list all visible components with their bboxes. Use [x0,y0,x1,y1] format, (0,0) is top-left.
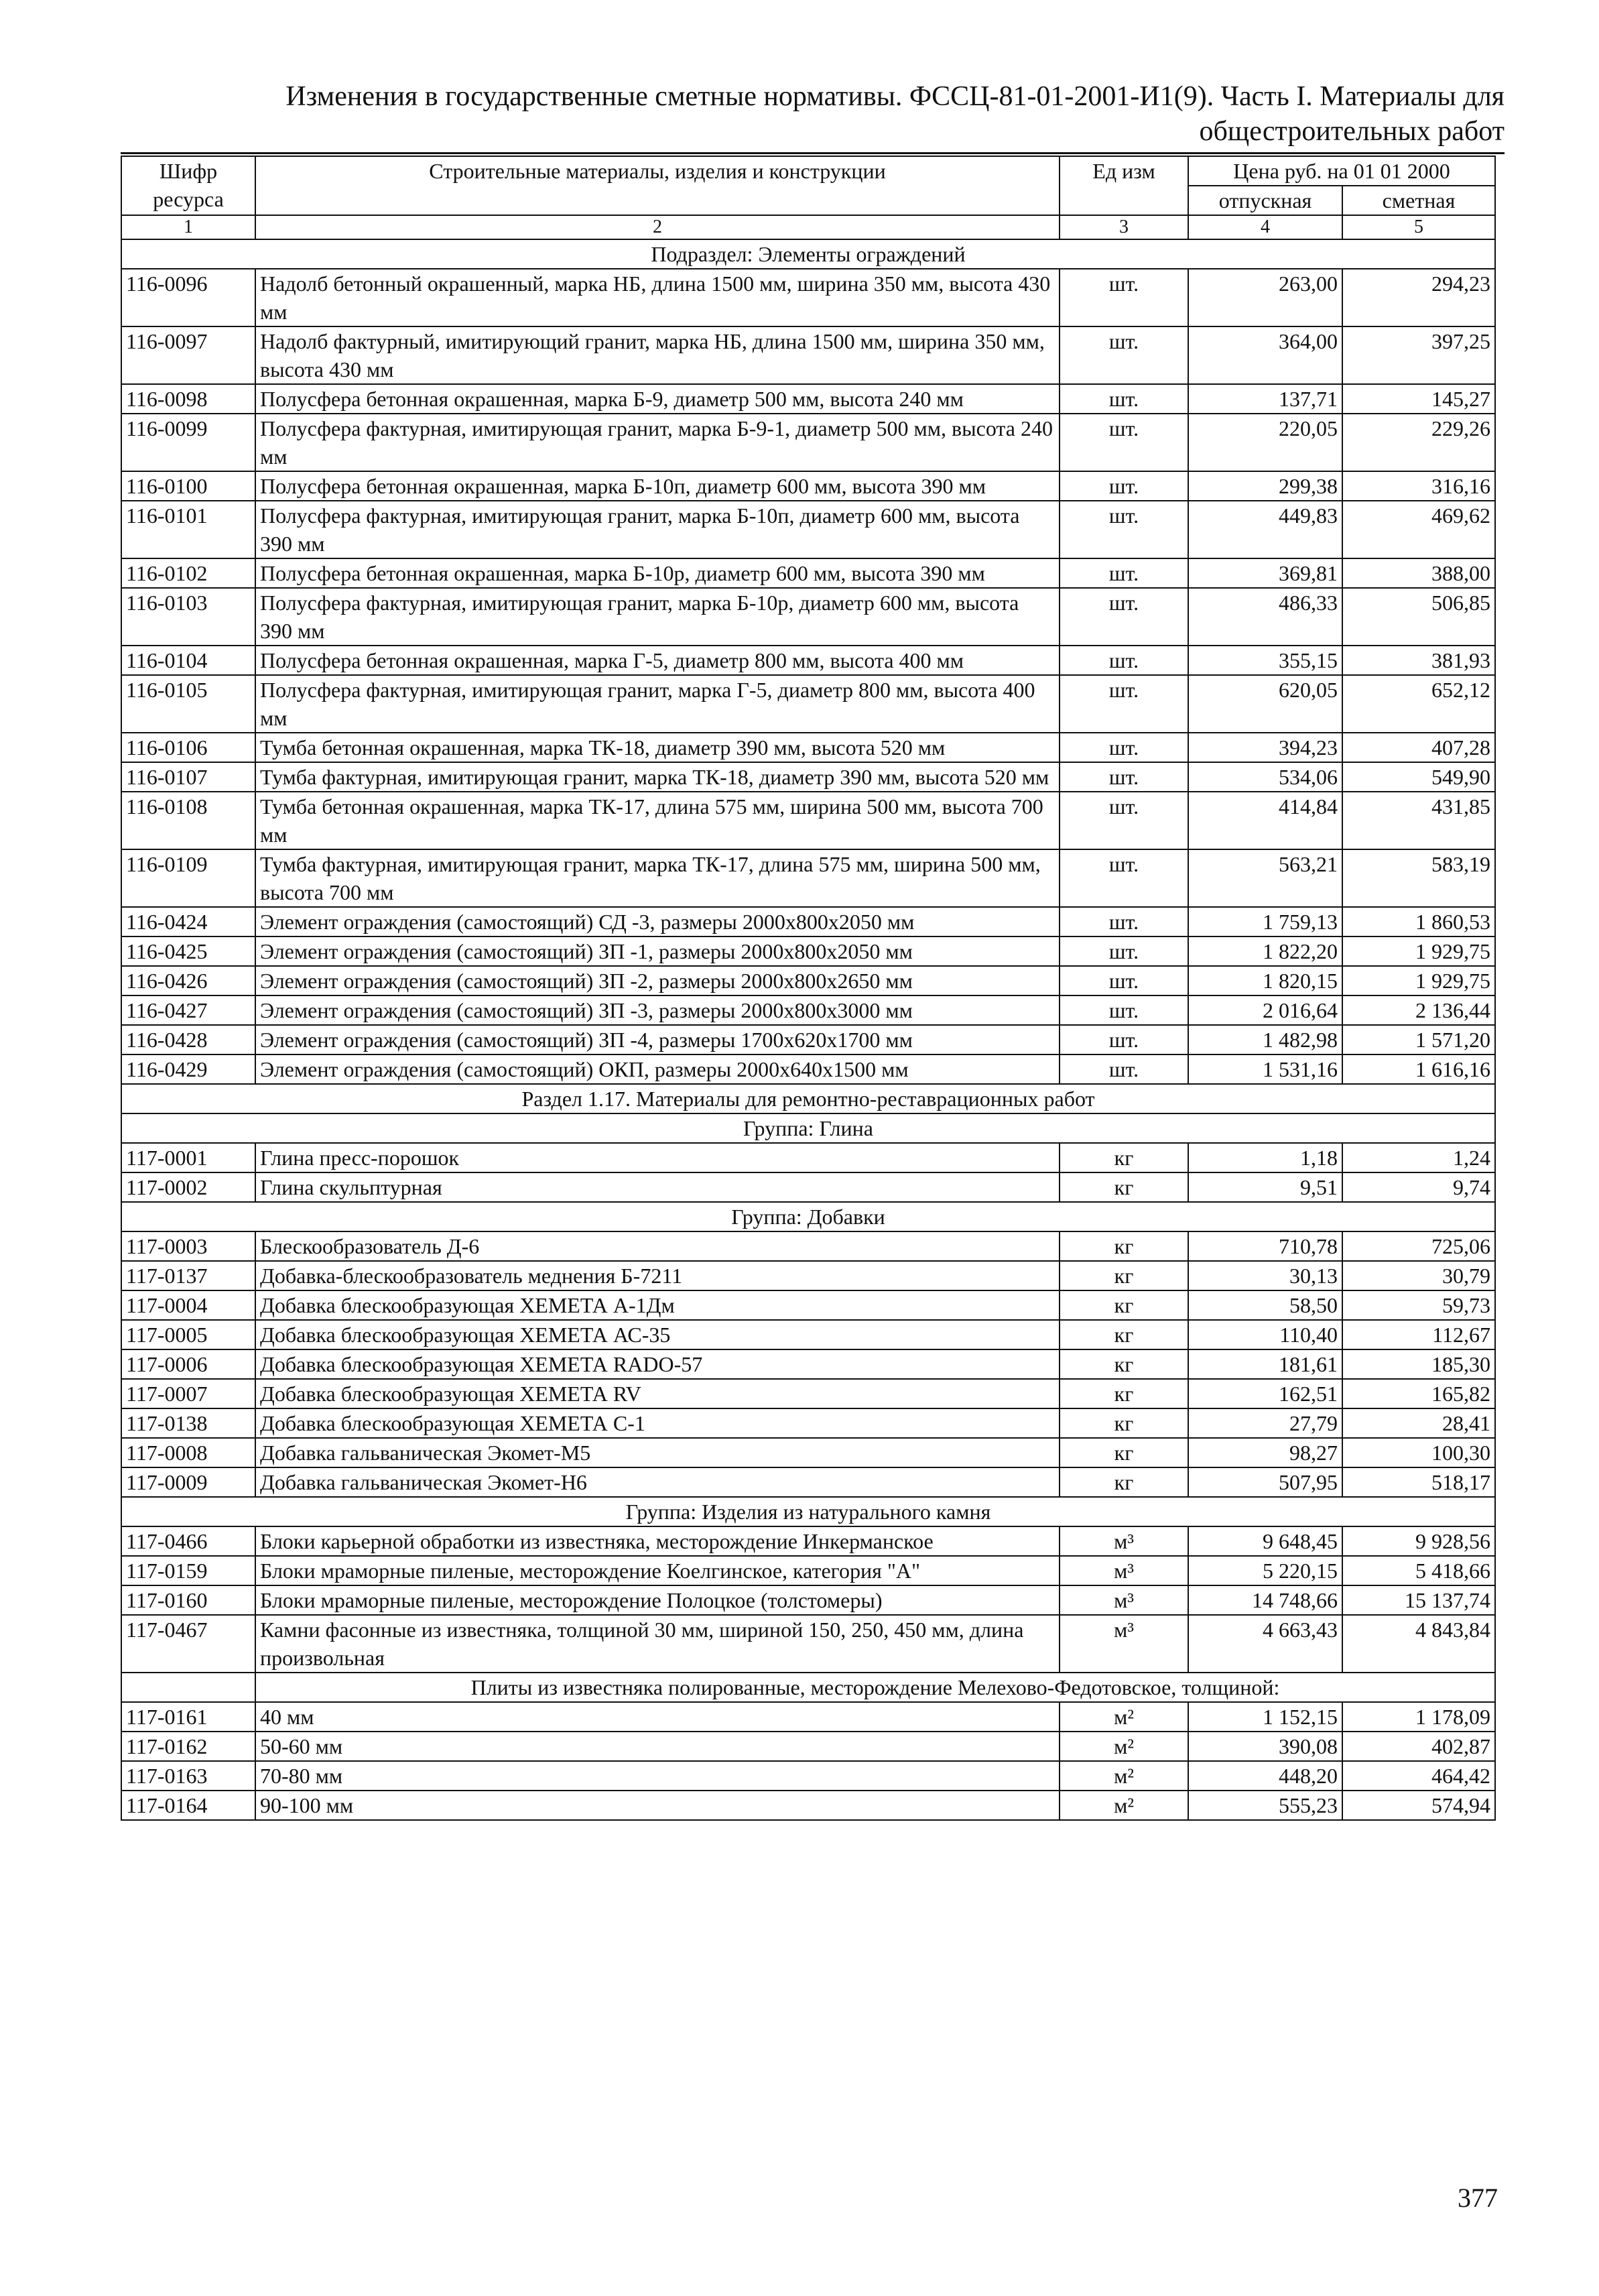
estimate-price-cell: 1 860,53 [1342,907,1495,936]
material-name-cell: Тумба фактурная, имитирующая гранит, марка ТК-18, диаметр 390 мм, высота 520 мм [255,762,1060,792]
unit-cell: кг [1060,1231,1188,1261]
table-row [121,1467,1495,1497]
column-numbers-row [121,215,1495,239]
wholesale-price-cell: 534,06 [1188,762,1342,792]
material-name-cell: Добавка блескообразующая ХЕМЕТА RV [255,1379,1060,1408]
unit-cell: шт. [1060,501,1188,558]
estimate-price-cell: 652,12 [1342,675,1495,733]
material-name-cell: Добавка блескообразующая ХЕМЕТА С-1 [255,1408,1060,1438]
estimate-price-cell: 2 136,44 [1342,995,1495,1025]
resource-code-cell: 117-0008 [121,1438,255,1467]
unit-cell: кг [1060,1379,1188,1408]
estimate-price-cell: 1 929,75 [1342,966,1495,995]
wholesale-price-cell: 14 748,66 [1188,1585,1342,1615]
material-name-cell: 90-100 мм [255,1791,1060,1820]
resource-code-cell: 116-0427 [121,995,255,1025]
resource-code-cell: 116-0428 [121,1025,255,1054]
wholesale-price-cell: 162,51 [1188,1379,1342,1408]
unit-cell: шт. [1060,849,1188,907]
estimate-price-cell: 583,19 [1342,849,1495,907]
material-name-cell: Тумба бетонная окрашенная, марка ТК-18, диаметр 390 мм, высота 520 мм [255,733,1060,762]
wholesale-price-cell: 9,51 [1188,1172,1342,1202]
unit-cell: м³ [1060,1615,1188,1673]
wholesale-price-cell: 448,20 [1188,1761,1342,1791]
material-name-cell: 40 мм [255,1702,1060,1732]
estimate-price-cell: 388,00 [1342,558,1495,588]
col-price-header: Цена руб. на 01 01 2000 [1188,156,1495,186]
estimate-price-cell: 59,73 [1342,1290,1495,1320]
resource-code-cell: 117-0162 [121,1732,255,1761]
col-number: 1 [121,215,255,239]
resource-code-cell: 117-0137 [121,1261,255,1290]
unit-cell: шт. [1060,269,1188,326]
estimate-price-cell: 506,85 [1342,588,1495,646]
estimate-price-cell: 4 843,84 [1342,1615,1495,1673]
resource-code-cell: 116-0108 [121,792,255,849]
estimate-price-cell: 5 418,66 [1342,1556,1495,1585]
wholesale-price-cell: 2 016,64 [1188,995,1342,1025]
unit-cell: кг [1060,1408,1188,1438]
resource-code-cell: 116-0424 [121,907,255,936]
table-row [121,1320,1495,1349]
table-row [121,762,1495,792]
estimate-price-cell: 316,16 [1342,471,1495,501]
unit-cell: кг [1060,1143,1188,1172]
table-row [121,471,1495,501]
table-row [121,1349,1495,1379]
resource-code-cell: 117-0009 [121,1467,255,1497]
section-row [121,1084,1495,1113]
material-name-cell: Элемент ограждения (самостоящий) ЗП -1, размеры 2000х800х2050 мм [255,936,1060,966]
wholesale-price-cell: 27,79 [1188,1408,1342,1438]
material-name-cell: Блоки мраморные пиленые, месторождение Полоцкое (толстомеры) [255,1585,1060,1615]
unit-cell: м³ [1060,1585,1188,1615]
subsection-title: Подраздел: Элементы ограждений [121,239,1495,269]
material-name-cell: Тумба фактурная, имитирующая гранит, марка ТК-17, длина 575 мм, ширина 500 мм, высота 700 мм [255,849,1060,907]
unit-cell: шт. [1060,646,1188,675]
table-row [121,1732,1495,1761]
unit-cell: шт. [1060,414,1188,471]
col-wholesale-header: отпускная [1188,186,1342,215]
resource-code-cell: 117-0160 [121,1585,255,1615]
material-name-cell: Элемент ограждения (самостоящий) ЗП -3, размеры 2000х800х3000 мм [255,995,1060,1025]
unit-cell: шт. [1060,326,1188,384]
material-name-cell: Полусфера фактурная, имитирующая гранит, марка Б-9-1, диаметр 500 мм, высота 240 мм [255,414,1060,471]
material-name-cell: Блескообразователь Д-6 [255,1231,1060,1261]
wholesale-price-cell: 9 648,45 [1188,1526,1342,1556]
unit-cell: шт. [1060,675,1188,733]
wholesale-price-cell: 1 531,16 [1188,1054,1342,1084]
table-row [121,646,1495,675]
wholesale-price-cell: 414,84 [1188,792,1342,849]
material-name-cell: Добавка гальваническая Экомет-М5 [255,1438,1060,1467]
estimate-price-cell: 381,93 [1342,646,1495,675]
unit-cell: м² [1060,1791,1188,1820]
unit-cell: м³ [1060,1556,1188,1585]
table-row [121,966,1495,995]
wholesale-price-cell: 369,81 [1188,558,1342,588]
material-name-cell: Полусфера бетонная окрашенная, марка Б-10р, диаметр 600 мм, высота 390 мм [255,558,1060,588]
table-row [121,1379,1495,1408]
resource-code-cell: 116-0106 [121,733,255,762]
table-row [121,1438,1495,1467]
material-name-cell: 70-80 мм [255,1761,1060,1791]
material-name-cell: Глина пресс-порошок [255,1143,1060,1172]
table-row [121,588,1495,646]
empty-cell [121,1673,255,1702]
wholesale-price-cell: 507,95 [1188,1467,1342,1497]
material-name-cell: Элемент ограждения (самостоящий) ОКП, размеры 2000х640х1500 мм [255,1054,1060,1084]
estimate-price-cell: 9,74 [1342,1172,1495,1202]
wholesale-price-cell: 1 152,15 [1188,1702,1342,1732]
resource-code-cell: 117-0466 [121,1526,255,1556]
wholesale-price-cell: 98,27 [1188,1438,1342,1467]
resource-code-cell: 116-0102 [121,558,255,588]
group-title-stone: Группа: Изделия из натурального камня [121,1497,1495,1526]
wholesale-price-cell: 355,15 [1188,646,1342,675]
wholesale-price-cell: 1 820,15 [1188,966,1342,995]
table-row [121,1054,1495,1084]
group-title-clay: Группа: Глина [121,1113,1495,1143]
wholesale-price-cell: 620,05 [1188,675,1342,733]
group-title-additives: Группа: Добавки [121,1202,1495,1231]
material-name-cell: 50-60 мм [255,1732,1060,1761]
resource-code-cell: 117-0161 [121,1702,255,1732]
table-row [121,558,1495,588]
col-estimate-header: сметная [1342,186,1495,215]
table-row [121,1556,1495,1585]
unit-cell: шт. [1060,966,1188,995]
material-name-cell: Тумба бетонная окрашенная, марка ТК-17, длина 575 мм, ширина 500 мм, высота 700 мм [255,792,1060,849]
material-name-cell: Полусфера фактурная, имитирующая гранит, марка Б-10п, диаметр 600 мм, высота 390 мм [255,501,1060,558]
material-name-cell: Полусфера бетонная окрашенная, марка Б-10п, диаметр 600 мм, высота 390 мм [255,471,1060,501]
estimate-price-cell: 397,25 [1342,326,1495,384]
header-rule [121,152,1505,154]
unit-cell: шт. [1060,733,1188,762]
unit-cell: шт. [1060,1054,1188,1084]
unit-cell: кг [1060,1467,1188,1497]
slabs-label-row [121,1673,1495,1702]
resource-code-cell: 117-0159 [121,1556,255,1585]
table-row [121,269,1495,326]
material-name-cell: Элемент ограждения (самостоящий) ЗП -4, размеры 1700х620х1700 мм [255,1025,1060,1054]
resource-code-cell: 117-0005 [121,1320,255,1349]
wholesale-price-cell: 181,61 [1188,1349,1342,1379]
estimate-price-cell: 100,30 [1342,1438,1495,1467]
subsection-row [121,239,1495,269]
estimate-price-cell: 1 571,20 [1342,1025,1495,1054]
col-number: 5 [1342,215,1495,239]
unit-cell: кг [1060,1172,1188,1202]
page-number: 377 [1458,2183,1498,2213]
resource-code-cell: 116-0096 [121,269,255,326]
unit-cell: м³ [1060,1526,1188,1556]
estimate-price-cell: 464,42 [1342,1761,1495,1791]
unit-cell: м² [1060,1702,1188,1732]
estimate-price-cell: 469,62 [1342,501,1495,558]
group-row [121,1113,1495,1143]
resource-code-cell: 116-0099 [121,414,255,471]
resource-code-cell: 116-0429 [121,1054,255,1084]
unit-cell: шт. [1060,471,1188,501]
material-name-cell: Полусфера фактурная, имитирующая гранит, марка Г-5, диаметр 800 мм, высота 400 мм [255,675,1060,733]
unit-cell: шт. [1060,995,1188,1025]
unit-cell: кг [1060,1320,1188,1349]
wholesale-price-cell: 364,00 [1188,326,1342,384]
unit-cell: кг [1060,1261,1188,1290]
table-row [121,936,1495,966]
wholesale-price-cell: 390,08 [1188,1732,1342,1761]
table-row [121,1526,1495,1556]
wholesale-price-cell: 394,23 [1188,733,1342,762]
wholesale-price-cell: 30,13 [1188,1261,1342,1290]
material-name-cell: Надолб фактурный, имитирующий гранит, марка НБ, длина 1500 мм, ширина 350 мм, высота 430 мм [255,326,1060,384]
section-title: Раздел 1.17. Материалы для ремонтно-реставрационных работ [121,1084,1495,1113]
unit-cell: шт. [1060,384,1188,414]
resource-code-cell: 117-0006 [121,1349,255,1379]
page-header [121,79,1505,149]
table-row [121,1290,1495,1320]
wholesale-price-cell: 449,83 [1188,501,1342,558]
resource-code-cell: 117-0004 [121,1290,255,1320]
estimate-price-cell: 165,82 [1342,1379,1495,1408]
resource-code-cell: 117-0138 [121,1408,255,1438]
table-row [121,1231,1495,1261]
material-name-cell: Добавка блескообразующая ХЕМЕТА А-1Дм [255,1290,1060,1320]
col-name-header: Строительные материалы, изделия и конструкции [255,156,1060,215]
wholesale-price-cell: 555,23 [1188,1791,1342,1820]
estimate-price-cell: 9 928,56 [1342,1526,1495,1556]
material-name-cell: Полусфера фактурная, имитирующая гранит, марка Б-10р, диаметр 600 мм, высота 390 мм [255,588,1060,646]
table-row [121,907,1495,936]
unit-cell: шт. [1060,1025,1188,1054]
wholesale-price-cell: 137,71 [1188,384,1342,414]
resource-code-cell: 116-0426 [121,966,255,995]
resource-code-cell: 116-0100 [121,471,255,501]
wholesale-price-cell: 58,50 [1188,1290,1342,1320]
price-table [121,156,1496,1821]
wholesale-price-cell: 4 663,43 [1188,1615,1342,1673]
resource-code-cell: 116-0103 [121,588,255,646]
table-row [121,1408,1495,1438]
resource-code-cell: 117-0001 [121,1143,255,1172]
resource-code-cell: 117-0007 [121,1379,255,1408]
estimate-price-cell: 407,28 [1342,733,1495,762]
wholesale-price-cell: 1 822,20 [1188,936,1342,966]
material-name-cell: Добавка блескообразующая ХЕМЕТА RADO-57 [255,1349,1060,1379]
wholesale-price-cell: 1,18 [1188,1143,1342,1172]
table-row [121,1261,1495,1290]
wholesale-price-cell: 1 482,98 [1188,1025,1342,1054]
group-row [121,1497,1495,1526]
table-row [121,1585,1495,1615]
wholesale-price-cell: 563,21 [1188,849,1342,907]
col-number: 2 [255,215,1060,239]
unit-cell: м² [1060,1761,1188,1791]
wholesale-price-cell: 110,40 [1188,1320,1342,1349]
estimate-price-cell: 402,87 [1342,1732,1495,1761]
table-row [121,1791,1495,1820]
col-unit-header: Ед изм [1060,156,1188,215]
resource-code-cell: 116-0105 [121,675,255,733]
material-name-cell: Элемент ограждения (самостоящий) СД -3, размеры 2000х800х2050 мм [255,907,1060,936]
estimate-price-cell: 30,79 [1342,1261,1495,1290]
material-name-cell: Надолб бетонный окрашенный, марка НБ, длина 1500 мм, ширина 350 мм, высота 430 мм [255,269,1060,326]
wholesale-price-cell: 263,00 [1188,269,1342,326]
material-name-cell: Полусфера бетонная окрашенная, марка Г-5, диаметр 800 мм, высота 400 мм [255,646,1060,675]
resource-code-cell: 117-0003 [121,1231,255,1261]
resource-code-cell: 117-0164 [121,1791,255,1820]
table-row [121,501,1495,558]
material-name-cell: Добавка блескообразующая ХЕМЕТА АС-35 [255,1320,1060,1349]
estimate-price-cell: 1,24 [1342,1143,1495,1172]
estimate-price-cell: 574,94 [1342,1791,1495,1820]
material-name-cell: Камни фасонные из известняка, толщиной 30 мм, шириной 150, 250, 450 мм, длина произвольная [255,1615,1060,1673]
estimate-price-cell: 1 616,16 [1342,1054,1495,1084]
resource-code-cell: 116-0109 [121,849,255,907]
estimate-price-cell: 725,06 [1342,1231,1495,1261]
table-head-row-1 [121,156,1495,186]
unit-cell: кг [1060,1349,1188,1379]
estimate-price-cell: 229,26 [1342,414,1495,471]
unit-cell: кг [1060,1438,1188,1467]
material-name-cell: Элемент ограждения (самостоящий) ЗП -2, размеры 2000х800х2650 мм [255,966,1060,995]
wholesale-price-cell: 220,05 [1188,414,1342,471]
resource-code-cell: 116-0098 [121,384,255,414]
wholesale-price-cell: 5 220,15 [1188,1556,1342,1585]
estimate-price-cell: 1 178,09 [1342,1702,1495,1732]
table-row [121,1143,1495,1172]
unit-cell: шт. [1060,792,1188,849]
resource-code-cell: 116-0107 [121,762,255,792]
estimate-price-cell: 185,30 [1342,1349,1495,1379]
resource-code-cell: 116-0104 [121,646,255,675]
col-code-header: Шифр ресурса [121,156,255,215]
estimate-price-cell: 145,27 [1342,384,1495,414]
estimate-price-cell: 518,17 [1342,1467,1495,1497]
material-name-cell: Добавка гальваническая Экомет-Н6 [255,1467,1060,1497]
wholesale-price-cell: 710,78 [1188,1231,1342,1261]
resource-code-cell: 116-0101 [121,501,255,558]
table-row [121,1615,1495,1673]
unit-cell: шт. [1060,907,1188,936]
resource-code-cell: 117-0002 [121,1172,255,1202]
resource-code-cell: 116-0097 [121,326,255,384]
table-row [121,1702,1495,1732]
estimate-price-cell: 1 929,75 [1342,936,1495,966]
unit-cell: шт. [1060,558,1188,588]
unit-cell: шт. [1060,762,1188,792]
unit-cell: шт. [1060,936,1188,966]
material-name-cell: Полусфера бетонная окрашенная, марка Б-9, диаметр 500 мм, высота 240 мм [255,384,1060,414]
material-name-cell: Блоки карьерной обработки из известняка, месторождение Инкерманское [255,1526,1060,1556]
table-row [121,1761,1495,1791]
wholesale-price-cell: 299,38 [1188,471,1342,501]
table-row [121,792,1495,849]
material-name-cell: Добавка-блескообразователь меднения Б-7211 [255,1261,1060,1290]
material-name-cell: Блоки мраморные пиленые, месторождение Коелгинское, категория "А" [255,1556,1060,1585]
table-row [121,414,1495,471]
estimate-price-cell: 112,67 [1342,1320,1495,1349]
unit-cell: м² [1060,1732,1188,1761]
header-line-2: общестроительных работ [1199,116,1505,147]
table-row [121,849,1495,907]
wholesale-price-cell: 486,33 [1188,588,1342,646]
table-row [121,384,1495,414]
table-row [121,733,1495,762]
estimate-price-cell: 294,23 [1342,269,1495,326]
col-number: 4 [1188,215,1342,239]
slabs-label: Плиты из известняка полированные, месторождение Мелехово-Федотовское, толщиной: [255,1673,1495,1702]
header-line-1: Изменения в государственные сметные нормативы. ФССЦ-81-01-2001-И1(9). Часть I. Материалы для [285,81,1505,112]
estimate-price-cell: 431,85 [1342,792,1495,849]
material-name-cell: Глина скульптурная [255,1172,1060,1202]
wholesale-price-cell: 1 759,13 [1188,907,1342,936]
estimate-price-cell: 28,41 [1342,1408,1495,1438]
resource-code-cell: 117-0467 [121,1615,255,1673]
estimate-price-cell: 549,90 [1342,762,1495,792]
table-row [121,1172,1495,1202]
group-row [121,1202,1495,1231]
table-row [121,326,1495,384]
unit-cell: шт. [1060,588,1188,646]
unit-cell: кг [1060,1290,1188,1320]
col-number: 3 [1060,215,1188,239]
table-row [121,1025,1495,1054]
resource-code-cell: 116-0425 [121,936,255,966]
resource-code-cell: 117-0163 [121,1761,255,1791]
table-row [121,995,1495,1025]
table-row [121,675,1495,733]
estimate-price-cell: 15 137,74 [1342,1585,1495,1615]
